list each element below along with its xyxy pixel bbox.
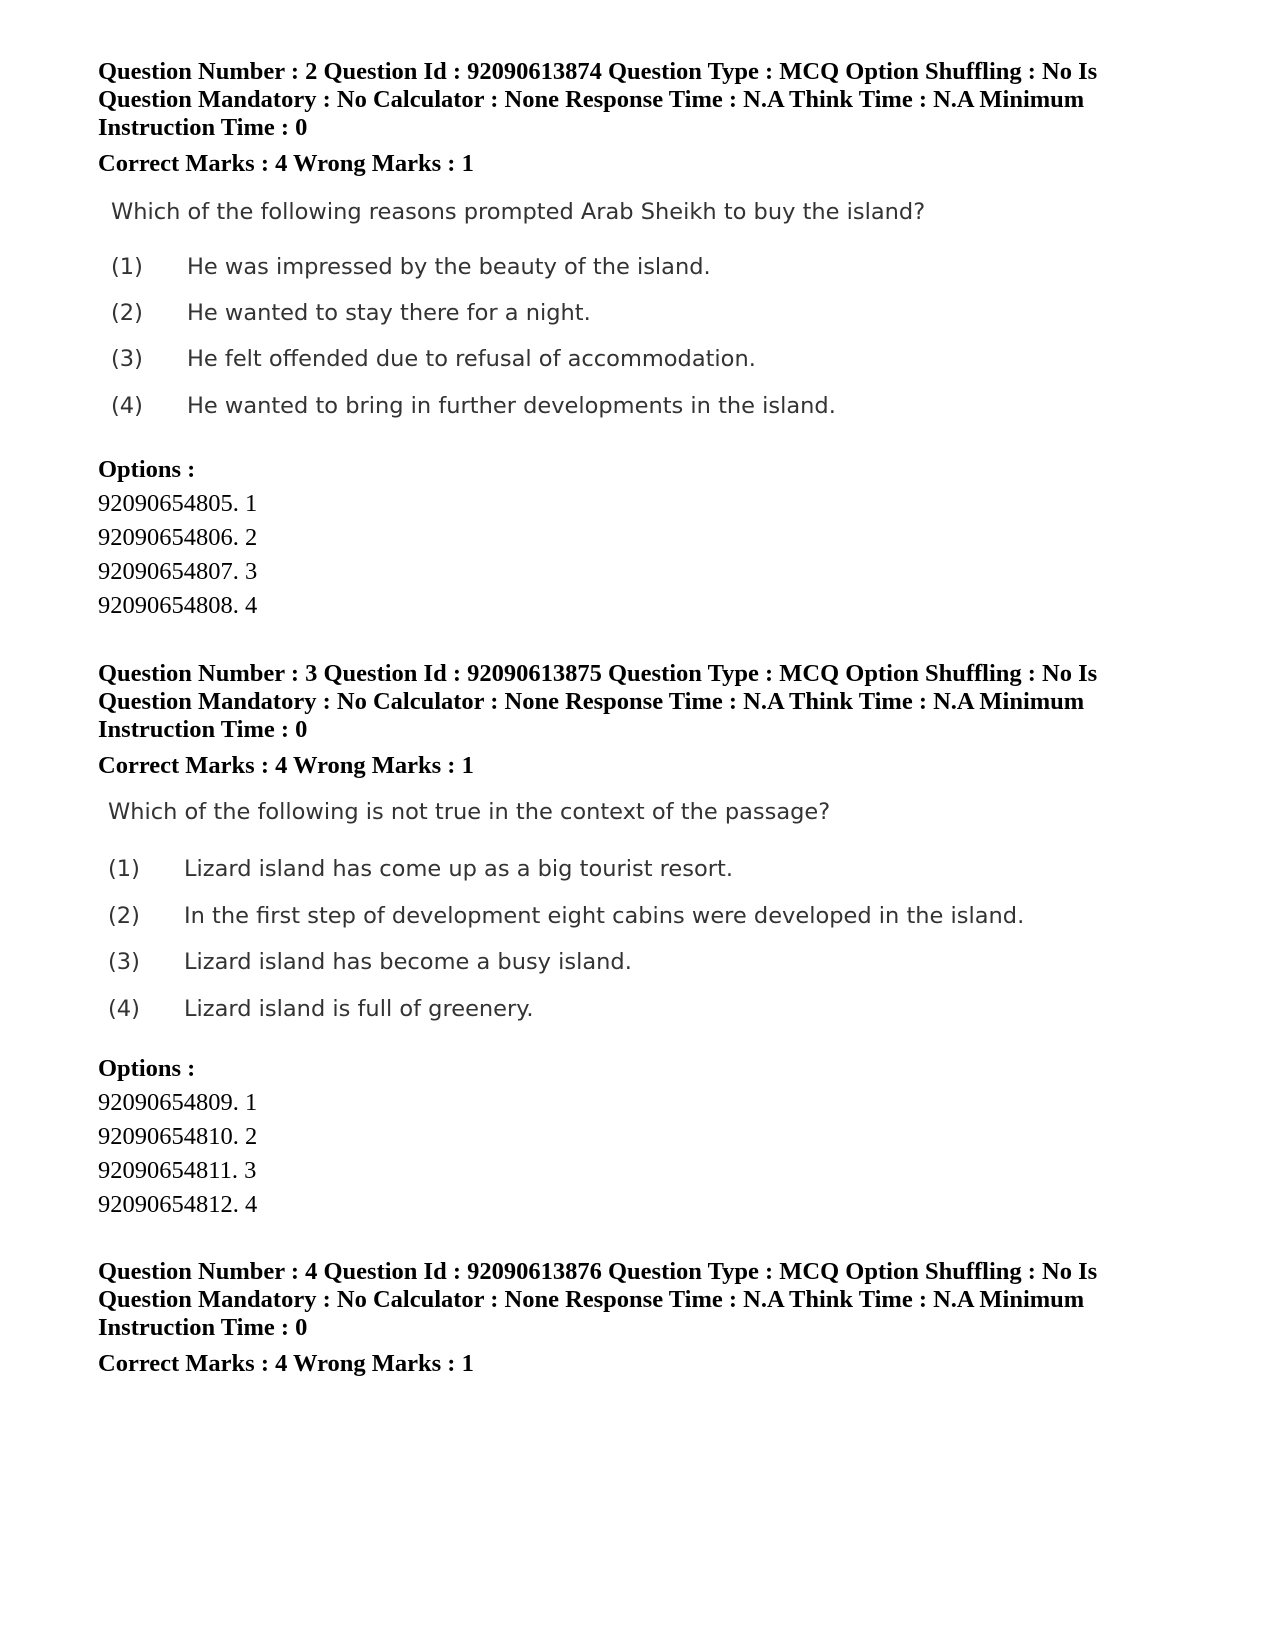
choice-text: He felt offended due to refusal of accommodation.: [187, 346, 756, 372]
question-2-option: 92090654805. 1: [98, 490, 258, 517]
question-3-image-block: [108, 797, 1025, 1022]
question-3-choice-2: [108, 901, 1024, 931]
question-2-choice-1: [111, 252, 711, 282]
choice-number: (2): [111, 300, 143, 326]
choice-number: (2): [108, 903, 140, 929]
choice-text: He wanted to bring in further developments in the island.: [187, 393, 836, 419]
question-2-stem: Which of the following reasons prompted Arab Sheikh to buy the island?: [111, 199, 926, 225]
question-2-choice-3: [111, 344, 756, 374]
question-2-option: 92090654806. 2: [98, 524, 258, 551]
question-3-option: 92090654812. 4: [98, 1191, 258, 1218]
choice-number: (4): [111, 393, 143, 419]
choice-number: (3): [108, 949, 140, 975]
question-3-option: 92090654811. 3: [98, 1157, 257, 1184]
question-3-choice-3: [108, 947, 632, 977]
question-3-stem: Which of the following is not true in the context of the passage?: [108, 799, 831, 825]
choice-text: Lizard island has come up as a big tourist resort.: [184, 856, 733, 882]
choice-text: In the first step of development eight cabins were developed in the island.: [184, 903, 1025, 929]
question-2-choice-2: [111, 298, 591, 328]
question-2-marks: Correct Marks : 4 Wrong Marks : 1: [98, 150, 474, 177]
question-2-option: 92090654808. 4: [98, 592, 258, 619]
choice-text: Lizard island is full of greenery.: [184, 996, 534, 1022]
question-3-marks: Correct Marks : 4 Wrong Marks : 1: [98, 752, 474, 779]
question-4-marks: Correct Marks : 4 Wrong Marks : 1: [98, 1350, 474, 1377]
choice-text: Lizard island has become a busy island.: [184, 949, 632, 975]
question-2-image-block: [111, 197, 926, 419]
question-2-choice-4: [111, 391, 836, 421]
question-3-choice-1: [108, 854, 733, 884]
question-2-option: 92090654807. 3: [98, 558, 258, 585]
question-2-meta: Question Number : 2 Question Id : 92090613874 Question Type : MCQ Option Shuffling : No Is Question Mandatory : No Calculator : None Response Time : N.A Think Time : N.A Minimum Instruction Time : 0: [98, 58, 1098, 141]
choice-number: (1): [108, 856, 140, 882]
choice-text: He was impressed by the beauty of the island.: [187, 254, 711, 280]
question-2-options-label: Options :: [98, 456, 196, 483]
question-3-options-label: Options :: [98, 1055, 196, 1082]
choice-number: (1): [111, 254, 143, 280]
question-3-option: 92090654810. 2: [98, 1123, 258, 1150]
question-3-option: 92090654809. 1: [98, 1089, 258, 1116]
choice-number: (4): [108, 996, 140, 1022]
question-3-choice-4: [108, 994, 534, 1024]
choice-number: (3): [111, 346, 143, 372]
choice-text: He wanted to stay there for a night.: [187, 300, 591, 326]
question-3-meta: Question Number : 3 Question Id : 92090613875 Question Type : MCQ Option Shuffling : No Is Question Mandatory : No Calculator : None Response Time : N.A Think Time : N.A Minimum Instruction Time : 0: [98, 660, 1098, 743]
question-4-meta: Question Number : 4 Question Id : 92090613876 Question Type : MCQ Option Shuffling : No Is Question Mandatory : No Calculator : None Response Time : N.A Think Time : N.A Minimum Instruction Time : 0: [98, 1258, 1098, 1341]
